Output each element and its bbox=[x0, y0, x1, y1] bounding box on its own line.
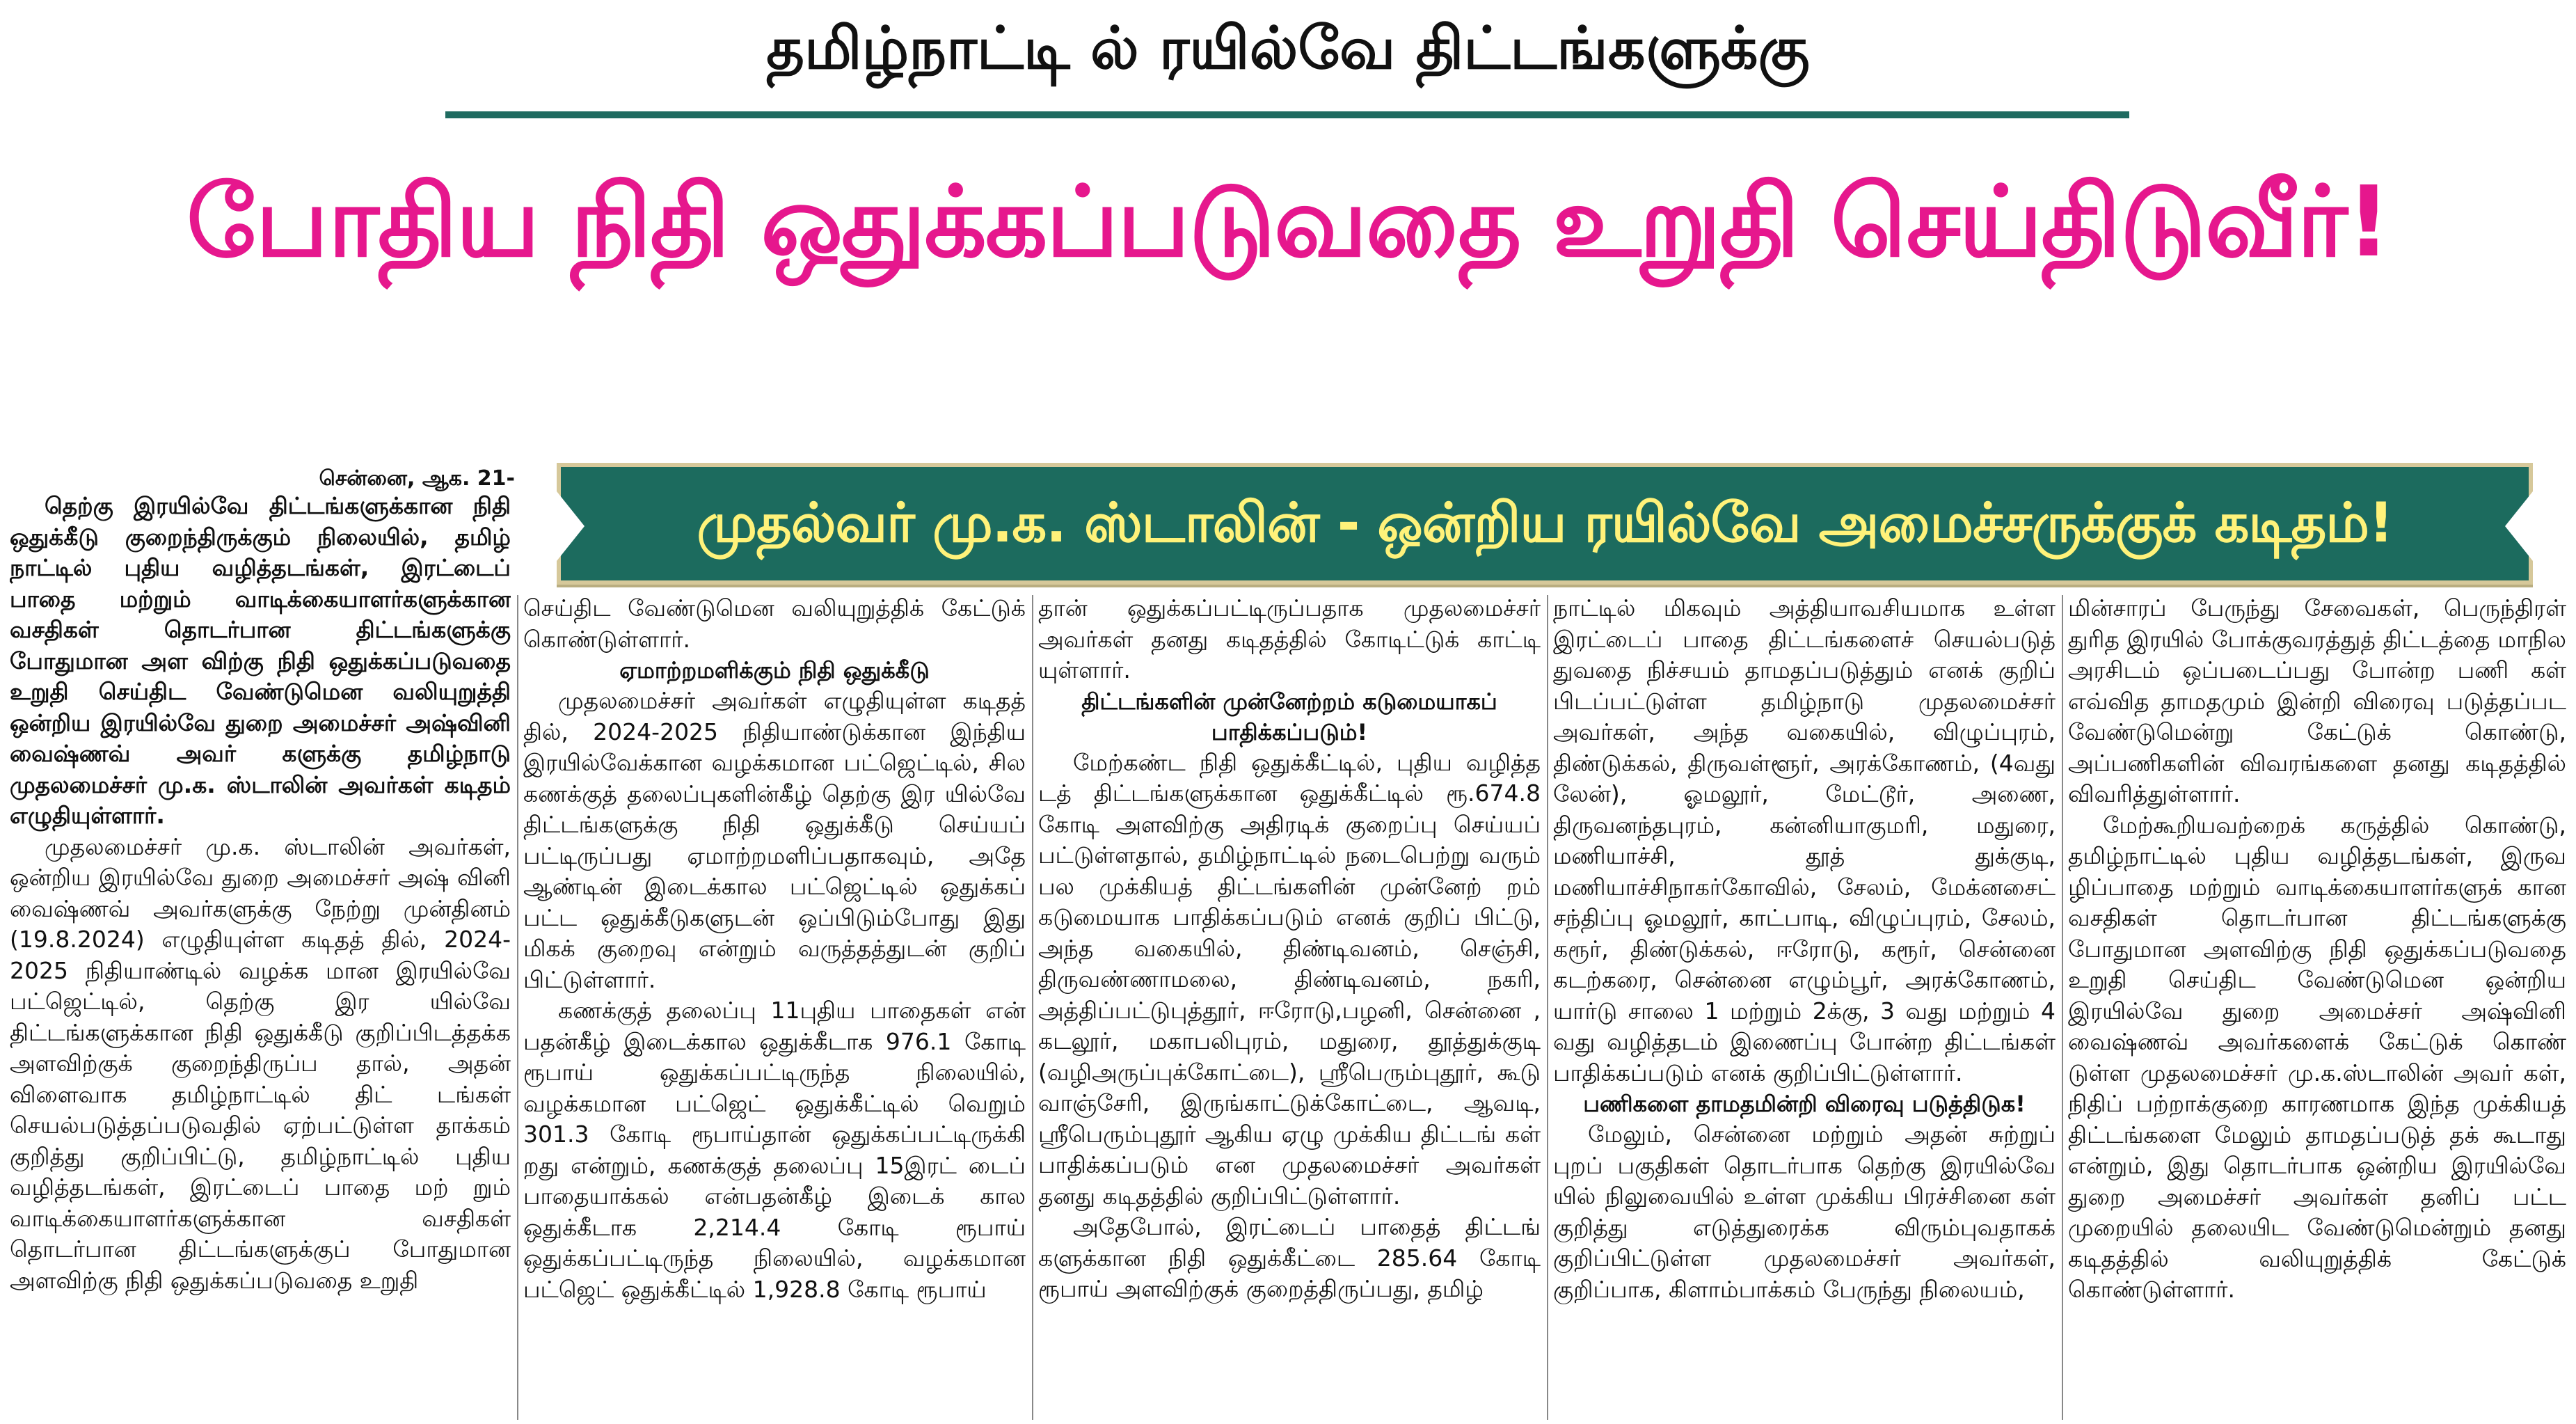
section-subheading: திட்டங்களின் முன்னேற்றம் கடுமையாகப் பாதிக்கப்படும்! bbox=[1081, 688, 1497, 745]
body-paragraph: செய்திட வேண்டுமென வலியுறுத்திக் கேட்டுக் கொண்டுள்ளார். bbox=[523, 594, 1026, 653]
body-paragraph: முதலமைச்சர் அவர்கள் எழுதியுள்ள கடிதத் தில், 2024-2025 நிதியாண்டுக்கான இந்திய இரயில்வேக்கான வழக்கமான பட்ஜெட்டில், சில கணக்குத் தலைப்புகளின்கீழ் தெற்கு இர யில்வே திட்டங்களுக்கு நிதி ஒதுக்கீடு செய்யப் பட்டிருப்பது ஏமாற்றமளிப்பதாகவும், அதே ஆண்டின் இடைக்கால பட்ஜெட்டில் ஒதுக்கப் பட்ட ஒதுக்கீடுகளுடன் ஒப்பிடும்போது இது மிகக் குறைவு என்றும் வருத்தத்துடன் குறிப் பிட்டுள்ளார். bbox=[523, 687, 1026, 993]
kicker-rule bbox=[445, 111, 2129, 118]
body-paragraph: மேலும், சென்னை மற்றும் அதன் சுற்றுப் புறப் பகுதிகள் தொடர்பாக தெற்கு இரயில்வே யில் நிலுவையில் உள்ள முக்கிய பிரச்சினை கள் குறித்து எடுத்துரைக்க விரும்புவதாகக் குறிப்பிட்டுள்ள முதலமைச்சர் அவர்கள், குறிப்பாக, கிளாம்பாக்கம் பேருந்து நிலையம், bbox=[1553, 1121, 2056, 1303]
section-subheading: பணிகளை தாமதமின்றி விரைவு படுத்திடுக! bbox=[1583, 1091, 2026, 1117]
banner-text: முதல்வர் மு.க. ஸ்டாலின் - ஒன்றிய ரயில்வே அமைச்சருக்குக் கடிதம்! bbox=[697, 492, 2393, 555]
body-paragraph: மேற்கூறியவற்றைக் கருத்தில் கொண்டு, தமிழ்நாட்டில் புதிய வழித்தடங்கள், இருவ ழிப்பாதை மற்றும் வாடிக்கையாளர்களுக் கான வசதிகள் தொடர்பான திட்டங்களுக்கு போதுமான அளவிற்கு நிதி ஒதுக்கப்படுவதை உறுதி செய்திட வேண்டுமென ஒன்றிய இரயில்வே துறை அமைச்சர் அஷ்வினி வைஷ்ணவ் அவர்களைக் கேட்டுக் கொண் டுள்ள முதலமைச்சர் மு.க.ஸ்டாலின் அவர் கள், நிதிப் பற்றாக்குறை காரணமாக இந்த முக்கியத் திட்டங்களை மேலும் தாமதப்படுத் தக் கூடாது என்றும், இது தொடர்பாக ஒன்றிய இரயில்வே துறை அமைச்சர் அவர்கள் தனிப் பட்ட முறையில் தலையிட வேண்டுமென்றும் தனது கடிதத்தில் வலியுறுத்திக் கேட்டுக் கொண்டுள்ளார். bbox=[2068, 811, 2566, 1303]
dateline: சென்னை, ஆக. 21- bbox=[319, 466, 515, 491]
body-paragraph: மின்சாரப் பேருந்து சேவைகள், பெருந்திரள் துரித இரயில் போக்குவரத்துத் திட்டத்தை மாநில அரசிடம் ஒப்படைப்பது போன்ற பணி கள் எவ்வித தாமதமும் இன்றி விரைவு படுத்தப்பட வேண்டுமென்று கேட்டுக் கொண்டு, அப்பணிகளின் விவரங்களை தனது கடிதத்தில் விவரித்துள்ளார். bbox=[2068, 594, 2566, 807]
body-paragraph: மேற்கண்ட நிதி ஒதுக்கீட்டில், புதிய வழித்த டத் திட்டங்களுக்கான ஒதுக்கீட்டில் ரூ.674.8 கோடி அளவிற்கு அதிரடிக் குறைப்பு செய்யப் பட்டுள்ளதால், தமிழ்நாட்டில் நடைபெற்று வரும் பல முக்கியத் திட்டங்களின் முன்னேற் றம் கடுமையாக பாதிக்கப்படும் எனக் குறிப் பிட்டு, அந்த வகையில், திண்டிவனம், செஞ்சி, திருவண்ணாமலை, திண்டிவனம், நகரி, அத்திப்பட்டுபுத்தூர், ஈரோடு,பழனி, சென்னை , கடலூர், மகாபலிபுரம், மதுரை, தூத்துக்குடி (வழிஅருப்புக்கோட்டை), ஸ்ரீபெரும்புதூர், கூடு வாஞ்சேரி, இருங்காட்டுக்கோட்டை, ஆவடி, ஸ்ரீபெரும்புதூர் ஆகிய ஏழு முக்கிய திட்டங் கள் பாதிக்கப்படும் என முதலமைச்சர் அவர்கள் தனது கடிதத்தில் குறிப்பிட்டுள்ளார். bbox=[1038, 748, 1541, 1210]
body-paragraph: நாட்டில் மிகவும் அத்தியாவசியமாக உள்ள இரட்டைப் பாதை திட்டங்களைச் செயல்படுத் துவதை நிச்சயம் தாமதப்படுத்தும் எனக் குறிப் பிடப்பட்டுள்ள தமிழ்நாடு முதலமைச்சர் அவர்கள், அந்த வகையில், விழுப்புரம், திண்டுக்கல், திருவள்ளூர், அரக்கோணம், (4வது லேன்), ஓமலூர், மேட்டூர், அணை, திருவனந்தபுரம், கன்னியாகுமரி, மதுரை, மணியாச்சி, தூத் துக்குடி, மணியாச்சிநாகர்கோவில், சேலம், மேக்னசைட் சந்திப்பு ஓமலூர், காட்பாடி, விழுப்புரம், சேலம், கரூர், திண்டுக்கல், ஈரோடு, கரூர், சென்னை கடற்கரை, சென்னை எழும்பூர், அரக்கோணம், யார்டு சாலை 1 மற்றும் 2க்கு, 3 வது மற்றும் 4 வது வழித்தடம் இணைப்பு போன்ற திட்டங்கள் பாதிக்கப்படும் எனக் குறிப்பிட்டுள்ளார். bbox=[1553, 594, 2056, 1086]
main-headline: போதிய நிதி ஒதுக்கப்படுவதை உறுதி செய்திடுவீர்! bbox=[186, 166, 2390, 279]
body-paragraph: கணக்குத் தலைப்பு 11புதிய பாதைகள் என் பதன்கீழ் இடைக்கால ஒதுக்கீடாக 976.1 கோடி ரூபாய் ஒதுக்கப்பட்டிருந்த நிலையில், வழக்கமான பட்ஜெட் ஒதுக்கீட்டில் வெறும் 301.3 கோடி ரூபாய்தான் ஒதுக்கப்பட்டிருக்கி றது என்றும், கணக்குத் தலைப்பு 15இரட் டைப் பாதையாக்கல் என்பதன்கீழ் இடைக் கால ஒதுக்கீடாக 2,214.4 கோடி ரூபாய் ஒதுக்கப்பட்டிருந்த நிலையில், வழக்கமான பட்ஜெட் ஒதுக்கீட்டில் 1,928.8 கோடி ரூபாய் bbox=[523, 997, 1026, 1303]
kicker-headline: தமிழ்நாட்டி ல் ரயில்வே திட்டங்களுக்கு bbox=[766, 14, 1810, 82]
body-paragraph: தான் ஒதுக்கப்பட்டிருப்பதாக முதலமைச்சர் அவர்கள் தனது கடிதத்தில் கோடிட்டுக் காட்டி யுள்ளார். bbox=[1038, 594, 1541, 683]
lead-paragraph: தெற்கு இரயில்வே திட்டங்களுக்கான நிதி ஒதுக்கீடு குறைந்திருக்கும் நிலையில், தமிழ் நாட்டில் புதிய வழித்தடங்கள், இரட்டைப் பாதை மற்றும் வாடிக்கையாளர்களுக்கான வசதிகள் தொடர்பான திட்டங்களுக்கு போதுமான அள விற்கு நிதி ஒதுக்கப்படுவதை உறுதி செய்திட வேண்டுமென வலியுறுத்தி ஒன்றிய இரயில்வே துறை அமைச்சர் அஷ்வினி வைஷ்ணவ் அவர் களுக்கு தமிழ்நாடு முதலமைச்சர் மு.க. ஸ்டாலின் அவர்கள் கடிதம் எழுதியுள்ளார். bbox=[10, 492, 511, 829]
article-column-1 bbox=[10, 491, 511, 1416]
article-column-5 bbox=[2068, 593, 2566, 1421]
article-column-4 bbox=[1553, 593, 2056, 1421]
subheadline-banner bbox=[557, 463, 2533, 585]
article-column-3 bbox=[1038, 593, 1541, 1421]
column-rule bbox=[517, 595, 518, 1420]
section-subheading: ஏமாற்றமளிக்கும் நிதி ஒதுக்கீடு bbox=[619, 657, 930, 683]
article-column-2 bbox=[523, 593, 1026, 1421]
column-rule bbox=[2062, 595, 2063, 1420]
body-paragraph: அதேபோல், இரட்டைப் பாதைத் திட்டங் களுக்கான நிதி ஒதுக்கீட்டை 285.64 கோடி ரூபாய் அளவிற்குக் குறைத்திருப்பது, தமிழ் bbox=[1038, 1213, 1541, 1302]
column-rule bbox=[1547, 595, 1548, 1420]
body-paragraph: முதலமைச்சர் மு.க. ஸ்டாலின் அவர்கள், ஒன்றிய இரயில்வே துறை அமைச்சர் அஷ் வினி வைஷ்ணவ் அவர்களுக்கு நேற்று முன்தினம் (19.8.2024) எழுதியுள்ள கடிதத் தில், 2024-2025 நிதியாண்டில் வழக்க மான இரயில்வே பட்ஜெட்டில், தெற்கு இர யில்வே திட்டங்களுக்கான நிதி ஒதுக்கீடு குறிப்பிடத்தக்க அளவிற்குக் குறைந்திருப்ப தால், அதன் விளைவாக தமிழ்நாட்டில் திட் டங்கள் செயல்படுத்தப்படுவதில் ஏற்பட்டுள்ள தாக்கம் குறித்து குறிப்பிட்டு, தமிழ்நாட்டில் புதிய வழித்தடங்கள், இரட்டைப் பாதை மற் றும் வாடிக்கையாளர்களுக்கான வசதிகள் தொடர்பான திட்டங்களுக்குப் போதுமான அளவிற்கு நிதி ஒதுக்கப்படுவதை உறுதி bbox=[10, 832, 511, 1294]
column-rule bbox=[1032, 595, 1033, 1420]
